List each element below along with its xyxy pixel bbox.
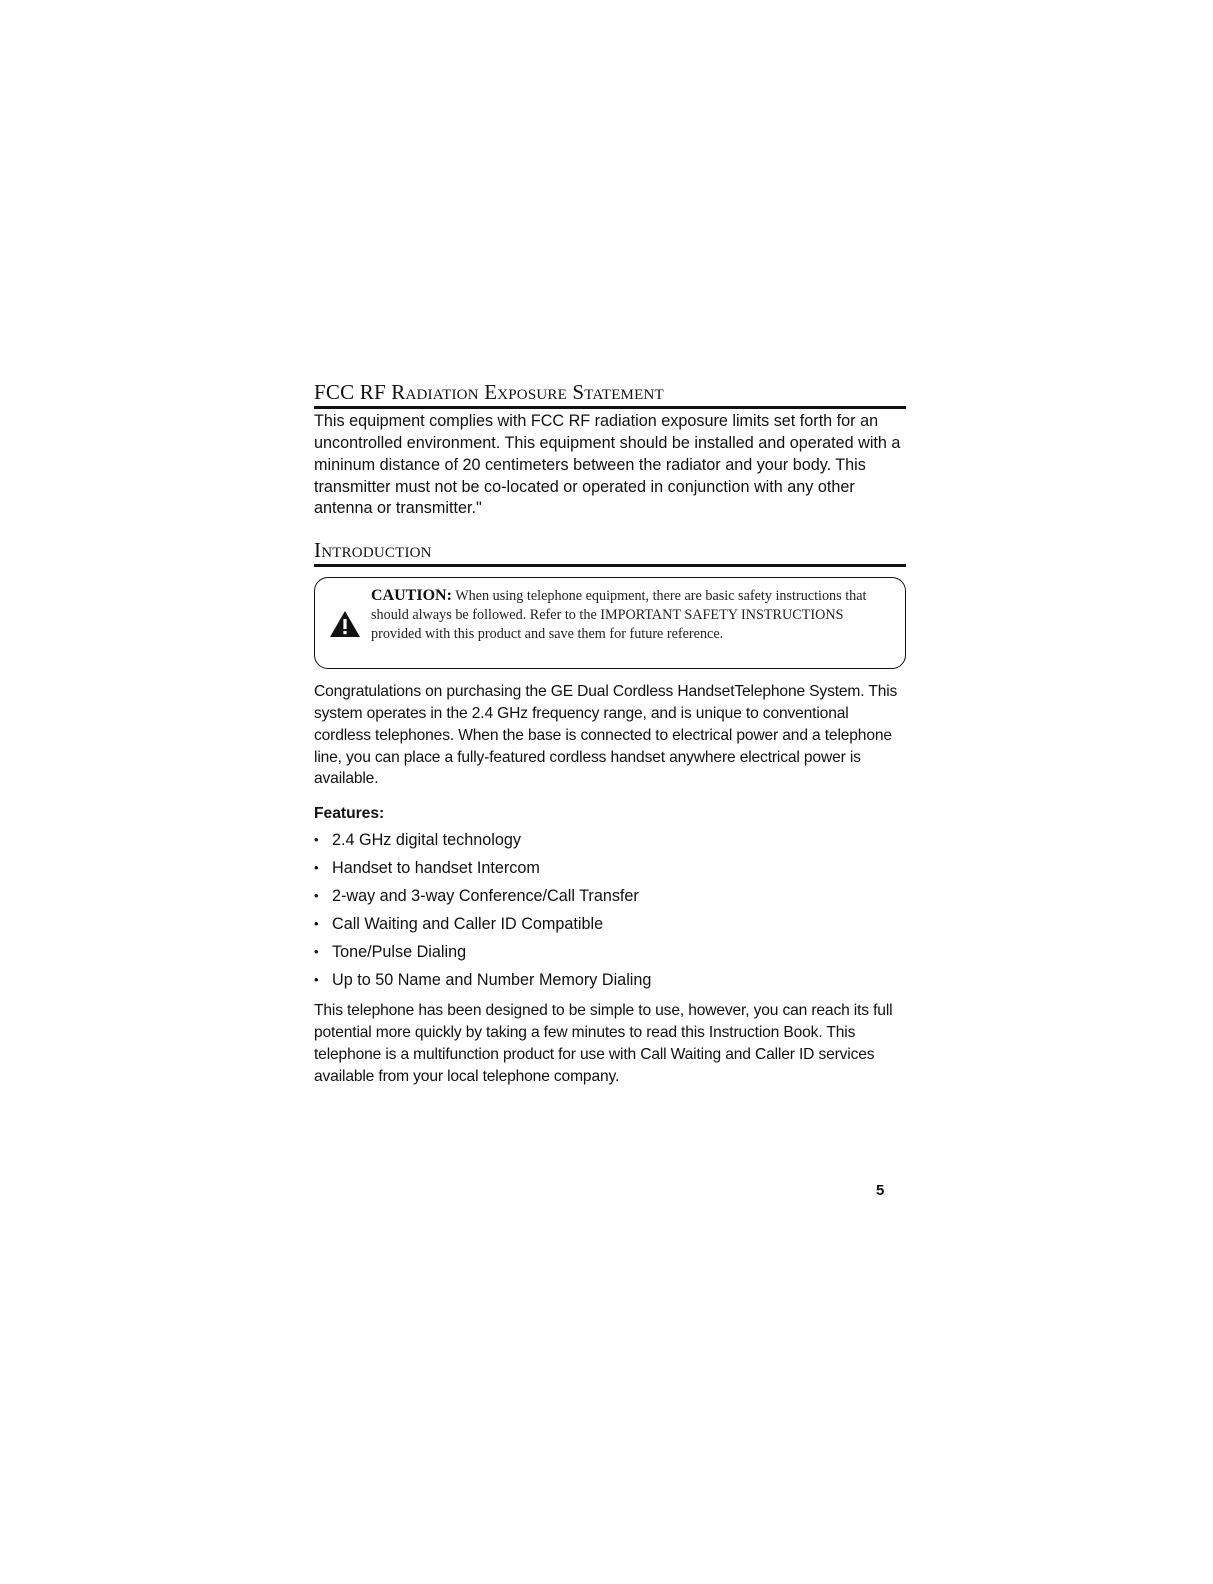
features-title: Features: [314, 805, 385, 823]
bullet-icon: • [314, 972, 319, 988]
page-number: 5 [876, 1182, 885, 1199]
feature-item [314, 882, 906, 910]
feature-text: Tone/Pulse Dialing [332, 943, 467, 962]
feature-text: Up to 50 Name and Number Memory Dialing [332, 971, 652, 990]
caution-box [314, 577, 906, 669]
feature-list [314, 826, 906, 994]
feature-item [314, 854, 906, 882]
feature-item [314, 966, 906, 994]
fcc-heading: FCC RF Radiation Exposure Statement [314, 380, 906, 409]
feature-item [314, 938, 906, 966]
bullet-icon: • [314, 860, 319, 876]
fcc-body: This equipment complies with FCC RF radiation exposure limits set forth for an uncontrolled environment. This equipment should be installed and operated with a mininum distance of 20 centimeters between the radiator and your body. This transmitter must not be co-located or operated in conjunction with any other antenna or transmitter." [314, 412, 901, 518]
bullet-icon: • [314, 888, 319, 904]
feature-text: 2.4 GHz digital technology [332, 831, 521, 850]
bullet-icon: • [314, 832, 319, 848]
warning-triangle-icon [329, 610, 361, 638]
bullet-icon: • [314, 916, 319, 932]
feature-text: Handset to handset Intercom [332, 859, 540, 878]
closing-paragraph: This telephone has been designed to be simple to use, however, you can reach its full potential more quickly by taking a few minutes to read this Instruction Book. This telephone is a multifunction product for use with Call Waiting and Caller ID services available from your local telephone company. [314, 1002, 893, 1085]
bullet-icon: • [314, 944, 319, 960]
feature-item [314, 826, 906, 854]
caution-label: CAUTION: [371, 587, 452, 605]
feature-item [314, 910, 906, 938]
introduction-heading: Introduction [314, 538, 906, 567]
feature-text: Call Waiting and Caller ID Compatible [332, 915, 604, 934]
page-content [314, 380, 906, 1087]
intro-paragraph: Congratulations on purchasing the GE Dual Cordless HandsetTelephone System. This system operates in the 2.4 GHz frequency range, and is unique to conventional cordless telephones. When the base is connected to electrical power and a telephone line, you can place a fully-featured cordless handset anywhere electrical power is available. [314, 683, 898, 788]
caution-message: When using telephone equipment, there are basic safety instructions that should always be followed. Refer to the IMPORTANT SAFETY INSTRUCTIONS provided with this product and save them for future reference. [371, 588, 867, 643]
feature-text: 2-way and 3-way Conference/Call Transfer [332, 887, 639, 906]
caution-text [371, 586, 889, 644]
